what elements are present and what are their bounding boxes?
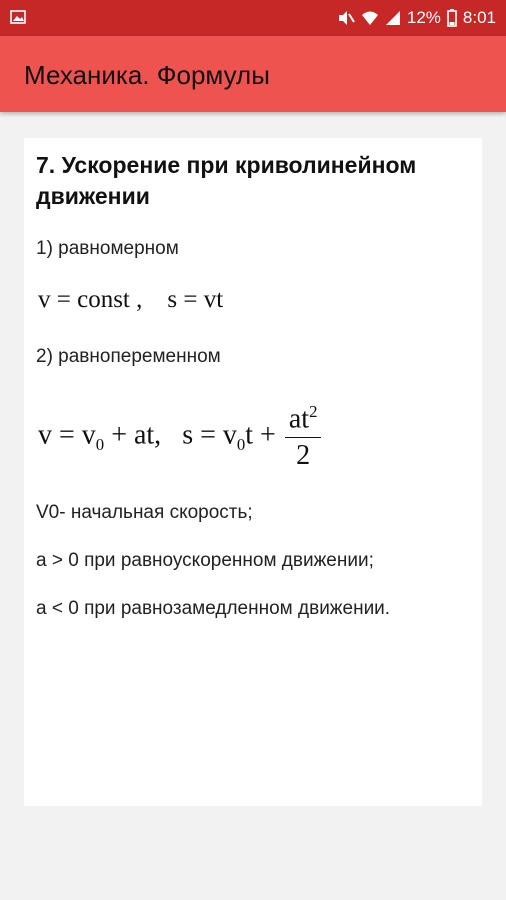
- note-decelerated: a < 0 при равнозамедленном движении.: [36, 598, 391, 619]
- image-icon: [10, 10, 26, 24]
- signal-icon: [385, 10, 401, 26]
- battery-percent: 12%: [406, 8, 441, 27]
- formula-symbol: const ,: [77, 286, 143, 313]
- clock: 8:01: [462, 8, 496, 27]
- fraction-numerator: [285, 402, 322, 437]
- wifi-icon: [361, 10, 379, 26]
- app-bar: [0, 36, 506, 112]
- section-heading: 7. Ускорение при криволинейном движении: [36, 152, 417, 209]
- note-accelerated: a > 0 при равноускоренном движении;: [36, 550, 374, 571]
- formula-subscript: 0: [95, 435, 105, 455]
- formula-symbol: v: [81, 419, 96, 451]
- formula-symbol: =: [59, 419, 75, 451]
- formula-symbol: at: [288, 403, 310, 435]
- formula-symbol: + at,: [111, 419, 162, 451]
- note-initial-velocity: V0- начальная скорость;: [36, 502, 253, 523]
- formula-fraction: [285, 402, 322, 472]
- formula-superscript: 2: [309, 402, 318, 421]
- formula-symbol: v: [38, 286, 51, 313]
- fraction-denominator: 2: [285, 437, 322, 472]
- app-title: Механика. Формулы: [24, 60, 270, 90]
- formula-symbol: v: [38, 419, 52, 451]
- formula-uniform: [38, 286, 223, 314]
- formula-symbol: =: [183, 286, 198, 313]
- status-bar: [0, 0, 506, 36]
- formula-symbol: t +: [245, 419, 276, 451]
- formula-symbol: s: [182, 419, 194, 451]
- formula-subscript: 0: [236, 435, 246, 455]
- item-variable: 2) равнопеременном: [36, 346, 221, 367]
- formula-symbol: v: [222, 419, 237, 451]
- formula-symbol: vt: [203, 286, 224, 313]
- content-card: [24, 138, 482, 806]
- formula-variable: [38, 402, 321, 472]
- mute-icon: [337, 10, 355, 26]
- item-uniform: 1) равномерном: [36, 238, 179, 259]
- battery-icon: [447, 9, 457, 27]
- formula-symbol: s: [167, 286, 178, 313]
- formula-symbol: =: [200, 419, 216, 451]
- formula-symbol: =: [56, 286, 71, 313]
